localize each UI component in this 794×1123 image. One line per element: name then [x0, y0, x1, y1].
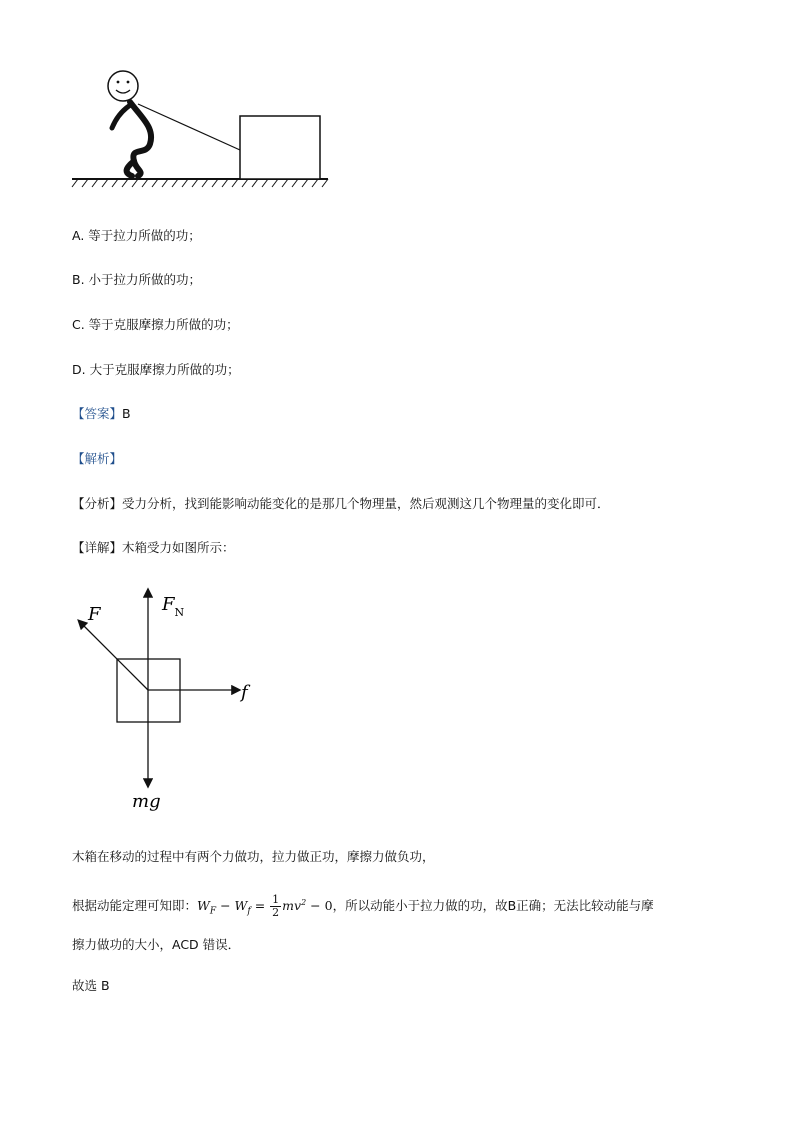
- answer-tag: 【答案】: [72, 406, 123, 421]
- answer-line: [72, 406, 131, 422]
- option-d: D. 大于克服摩擦力所做的功；: [72, 362, 240, 377]
- fenxi-text: 受力分析，找到能影响动能变化的是那几个物理量，然后观测这几个物理量的变化即可．: [122, 496, 610, 511]
- box: [240, 116, 320, 179]
- arm: [112, 104, 132, 128]
- fenxi-line: [72, 496, 610, 512]
- conclusion: 故选 B: [72, 978, 110, 993]
- option-b: B. 小于拉力所做的功；: [72, 272, 202, 287]
- pull-force-arrow: [79, 621, 148, 690]
- work-energy-formula: $W_F - W_f$ = $\frac{1}{2}$ $mv^2 - 0$: [197, 893, 333, 920]
- option-a: A. 等于拉力所做的功；: [72, 228, 201, 243]
- label-FN: $F_N$: [162, 594, 185, 619]
- detail-line: [72, 540, 235, 556]
- label-mg: mg: [132, 791, 161, 812]
- force-diagram: [66, 584, 266, 814]
- paragraph-1: 木箱在移动的过程中有两个力做功，拉力做正功，摩擦力做负功，: [72, 849, 435, 864]
- analysis-line: [72, 451, 122, 467]
- answer-value: B: [122, 406, 131, 421]
- paragraph-3: 擦力做功的大小，ACD 错误．: [72, 937, 241, 952]
- ground-hatching: [72, 179, 328, 187]
- paragraph-2: [72, 889, 654, 926]
- para2-after: ，所以动能小于拉力做的功，故B正确；无法比较动能与摩: [332, 898, 654, 914]
- label-f: f: [241, 682, 248, 703]
- fenxi-tag: 【分析】: [72, 496, 123, 511]
- fraction-half: $\frac{1}{2}$: [272, 893, 280, 920]
- label-F: F: [88, 604, 101, 625]
- pulling-box-figure: [70, 66, 332, 190]
- option-c: C. 等于克服摩擦力所做的功；: [72, 317, 239, 332]
- detail-text: 木箱受力如图所示：: [122, 540, 235, 555]
- para2-before: 根据动能定理可知即：: [72, 898, 198, 914]
- analysis-tag: 【解析】: [72, 451, 123, 466]
- head: [108, 71, 138, 101]
- detail-tag: 【详解】: [72, 540, 123, 555]
